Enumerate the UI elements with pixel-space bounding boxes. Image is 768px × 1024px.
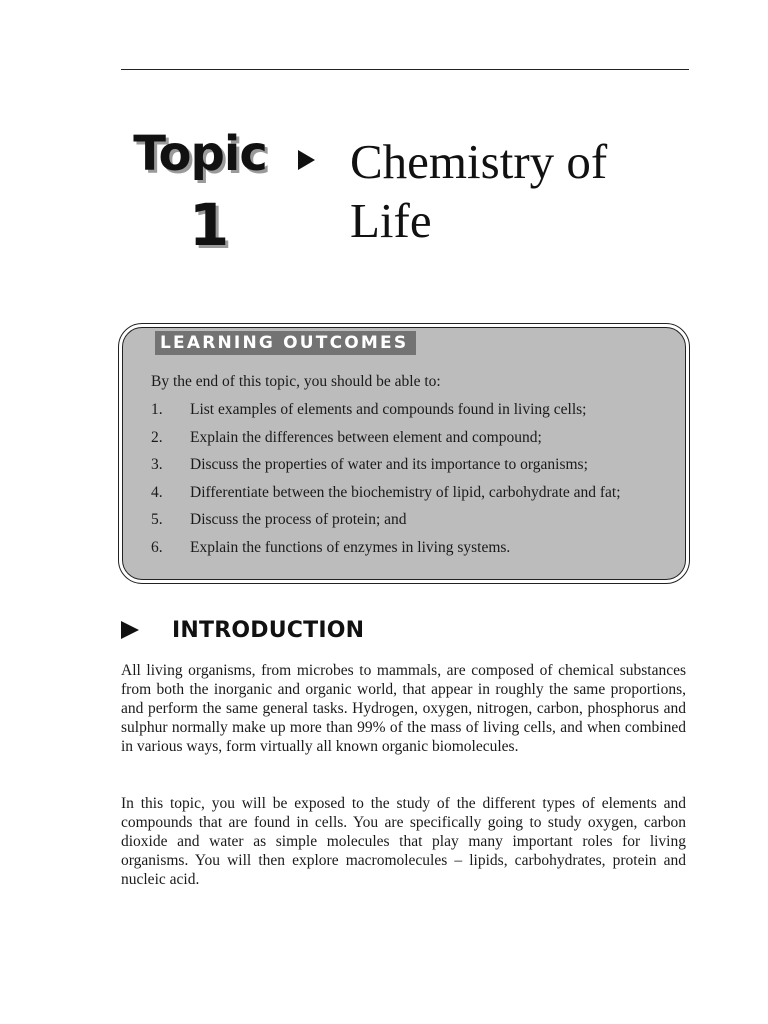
header-rule: [121, 69, 689, 70]
list-item: [151, 428, 621, 456]
list-item-number: 6.: [151, 538, 163, 556]
right-triangle-icon: [298, 150, 315, 170]
list-item-text: Explain the functions of enzymes in living systems.: [190, 538, 511, 556]
list-item-number: 3.: [151, 456, 163, 473]
title-line-1: Chemistry of: [350, 134, 608, 189]
list-item-number: 5.: [151, 511, 163, 528]
learning-outcomes-label: LEARNING OUTCOMES: [155, 331, 416, 355]
learning-outcomes-list: [151, 400, 621, 565]
list-item: [151, 455, 621, 483]
list-item-text: Discuss the process of protein; and: [190, 511, 407, 528]
list-item-text: Differentiate between the biochemistry of lipid, carbohydrate and fat;: [190, 483, 621, 501]
title-line-2: Life: [350, 193, 432, 248]
learning-outcomes-panel: [122, 327, 686, 580]
intro-paragraph-2: In this topic, you will be exposed to the study of the different types of elements and compounds that are found in cells. You are specifically going to study oxygen, carbon dioxide and water as simple molecules that play many important roles for living organisms. You will then explore macromolecules – lipids, carbohydrates, protein and nucleic acid.: [121, 795, 686, 888]
intro-paragraph-1: All living organisms, from microbes to mammals, are composed of chemical substances from both the inorganic and organic world, that appear in roughly the same proportions, and perform the same general tasks. Hydrogen, oxygen, nitrogen, carbon, phosphorus and sulphur normally make up more than 99% of the mass of living cells, and when combined in various ways, form virtually all known organic biomolecules.: [121, 662, 686, 755]
list-item: [151, 400, 621, 428]
topic-word: Topic: [133, 126, 267, 182]
list-item-text: Discuss the properties of water and its importance to organisms;: [190, 456, 588, 473]
right-triangle-icon: [121, 621, 139, 639]
list-item: [151, 538, 621, 566]
page-title: [350, 132, 690, 250]
introduction-heading: [121, 614, 364, 646]
list-item-number: 2.: [151, 428, 163, 446]
list-item: [151, 510, 621, 538]
list-item-text: List examples of elements and compounds found in living cells;: [190, 401, 587, 418]
list-item-number: 4.: [151, 483, 163, 501]
list-item-text: Explain the differences between element and compound;: [190, 428, 542, 446]
topic-number-block: [120, 122, 280, 260]
section-title: INTRODUCTION: [172, 617, 365, 643]
topic-number: 1: [188, 191, 230, 259]
list-item-number: 1.: [151, 401, 163, 418]
learning-outcomes-intro: By the end of this topic, you should be able to:: [151, 373, 441, 390]
learning-outcomes-box: [118, 323, 690, 584]
list-item: [151, 483, 621, 511]
